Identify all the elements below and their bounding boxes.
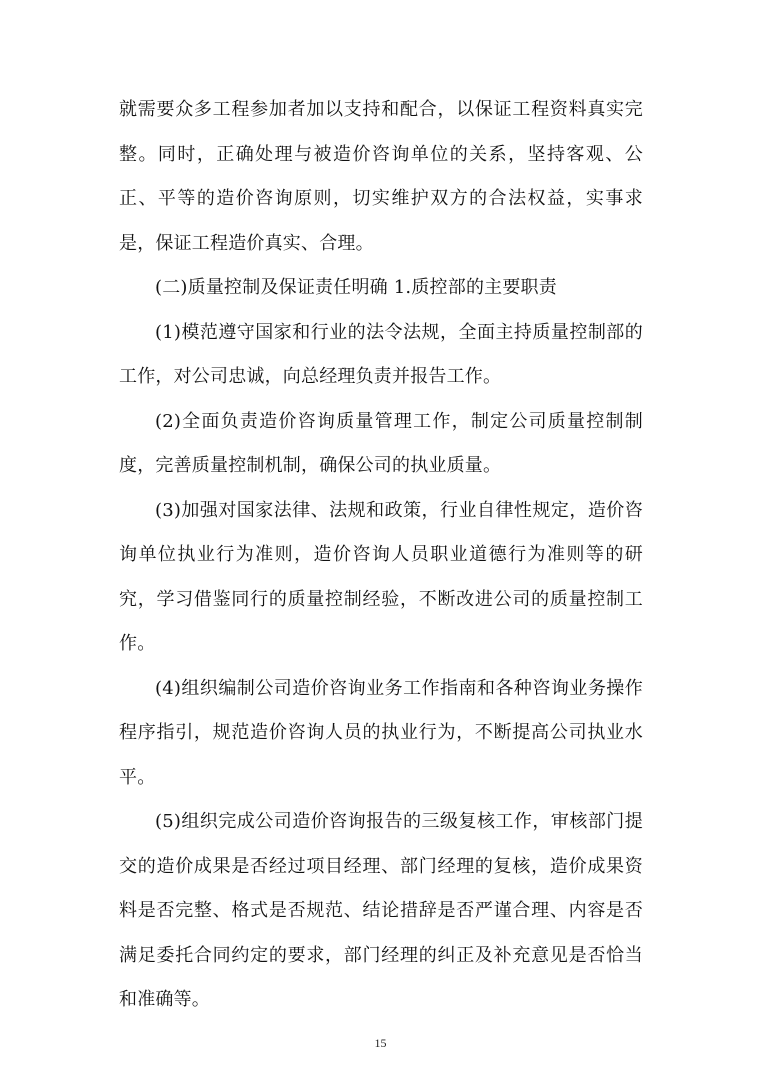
paragraph-continuation: 就需要众多工程参加者加以支持和配合，以保证工程资料真实完整。同时，正确处理与被造价咨询单位的关系，坚持客观、公正、平等的造价咨询原则，切实维护双方的合法权益，实事求是，保证工程造价真实、合理。 bbox=[119, 99, 643, 254]
page-number: 15 bbox=[374, 1036, 387, 1050]
paragraph-duty-4: (4)组织编制公司造价咨询业务工作指南和各种咨询业务操作程序指引，规范造价咨询人员的执业行为，不断提高公司执业水平。 bbox=[119, 677, 643, 788]
paragraph-duty-2: (2)全面负责造价咨询质量管理工作，制定公司质量控制制度，完善质量控制机制，确保公司的执业质量。 bbox=[119, 410, 643, 476]
section-heading-quality-control: (二)质量控制及保证责任明确 1.质控部的主要职责 bbox=[155, 277, 557, 298]
paragraph-duty-1: (1)模范遵守国家和行业的法令法规，全面主持质量控制部的工作，对公司忠诚，向总经理负责并报告工作。 bbox=[119, 321, 643, 387]
paragraph-duty-5: (5)组织完成公司造价咨询报告的三级复核工作，审核部门提交的造价成果是否经过项目经理、部门经理的复核，造价成果资料是否完整、格式是否规范、结论措辞是否严谨合理、内容是否满足委托合同约定的要求，部门经理的纠正及补充意见是否恰当和准确等。 bbox=[119, 811, 643, 1010]
paragraph-duty-3: (3)加强对国家法律、法规和政策，行业自律性规定，造价咨询单位执业行为准则，造价咨询人员职业道德行为准则等的研究，学习借鉴同行的质量控制经验，不断改进公司的质量控制工作。 bbox=[119, 499, 643, 654]
page-body bbox=[119, 88, 643, 1023]
